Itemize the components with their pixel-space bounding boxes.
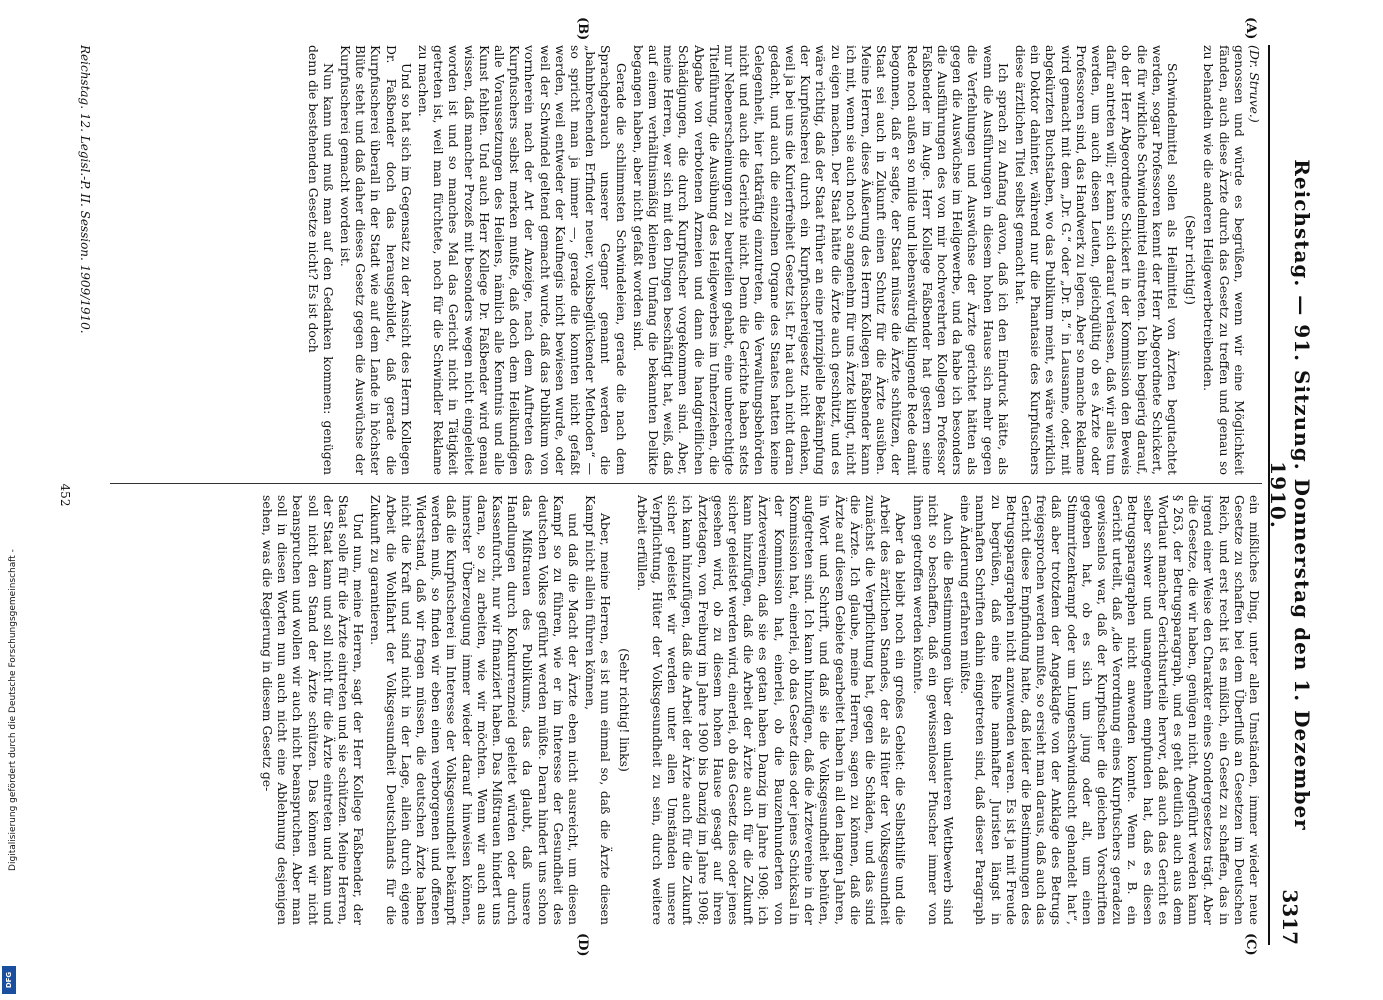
interjection: (Sehr richtig! links) <box>616 648 632 772</box>
side-credit-text: Digitalisierung gefördert durch die Deutsche Forschungsgemeinschaft - <box>8 549 18 871</box>
paragraph: Ich sprach zu Anfang davon, daß ich den Eindruck hätte, als wenn die Ausführungen in diesem hohen Hause sich mehr gegen die Verfehlungen und Auswüchse der Ärzte gerichtet hätten als gegen die Auswüchse im Heilgewerbe, und da habe ich besonders die Ausführungen des von mir hochverehrten Kollegen Professor Faßbender im Auge. Herr Kollege Faßbender hat gestern seine Rede noch außen so milde und liebenswürdig klingende Rede damit begonnen, daß er sagte, der Staat müsse die Ärzte schützen, der Staat sei auch in Zukunft einen Schutz für die Ärzte ausüben. Meine Herren, diese Äußerung des Herrn Kollegen Faßbender kann ich mit, wenn sie auch noch so angenehm für uns Ärzte klingt, nicht zu eigen machen. Der Staat hätte die Ärzte auch geschützt, und es wäre richtig, daß der Staat früher an eine prinzipielle Bekämpfung der Kurpfuscherei durch ein Kurpfuschereigesetz nicht denken, weil ja bei uns die Kurierfreiheit Gesetz ist. Er hat auch nicht daran gedacht, und auch die einzelnen Organe des Staates hatten keine Gelegenheit, hier tatkräftig einzutreten, die Verwaltungsbehörden nicht und auch die Gerichte nicht. Denn die Gerichte haben stets nur Nebenerscheinungen zu beurteilen gehabt, eine unberechtigte Titelführung, die Ausübung des Heilgewerbes im Umherziehen, die Abgabe von verbotenen Arzneien und dann die handgreiflichen Schädigungen, die durch Kurpfuscher vorgekommen sind. Aber, meine Herren, wer sich mit den Dingen beschäftigt hat, weiß, daß auf einem verhältnismäßig kleinen Umfang die bekannten Delikte begangen haben, aber nicht gefaßt worden sind. <box>630 45 1011 475</box>
speaker-name: (Dr. Struve.) <box>1247 45 1262 123</box>
footer-page-number: 452 <box>58 483 72 507</box>
right-column <box>258 495 1262 925</box>
scan-area <box>45 17 1315 957</box>
margin-mark-c: (C) <box>1243 933 1258 956</box>
margin-mark-b: (B) <box>575 17 590 41</box>
dfg-logo-text: DFG <box>5 971 13 989</box>
side-credit <box>2 430 24 990</box>
paragraph: ein mißliches Ding, unter allen Umständen, immer wieder neue Gesetze zu schaffen bei dem Überfluß an Gesetzen im Deutschen Reich, und erst recht ist es mißlich, ein Gesetz zu schaffen, das in irgend einer Weise den Charakter eines Sondergesetzes trägt. Aber die Gesetze, die wir haben, genügen nicht. Angeführt werden kann § 263, der Betrugsparagraph, und es geht deutlich auch aus dem Wortlaut mancher Gerichtsurteile hervor, daß auch das Gericht es selber schwer und unangenehm empfunden hat, daß es diesen Betrugsparagraphen nicht anwenden konnte. Wenn z. B. ein Gericht urteilt, daß „die Verordnung eines Kurpfuschers geradezu gewissenlos war, daß der Kurpfuscher die gleichen Vorschriften gegeben hat, ob es sich um jung oder alt, um einen Stimmritzenkrampf oder um Lungenschwindsucht gehandelt hat“, daß aber trotzdem der Angeklagte von der Anklage des Betrugs freigesprochen werden mußte, so ersieht man daraus, daß auch das Gericht diese Empfindung hatte, daß leider die Bestimmungen des Betrugsparagraphen nicht anzuwenden waren. Es ist ja mit Freude zu begrüßen, daß eine Reihe namhafter Juristen längst in namhaften Schriften dahin eingetreten sind, daß dieser Paragraph eine Änderung erfahren müßte. <box>958 495 1262 925</box>
paragraph: und daß die Macht der Ärzte eben nicht ausreicht, um diesen Kampf so zu führen, wie er im Interesse der Gesundheit des deutschen Volkes geführt werden müßte. Daran hindert uns schon das Mißtrauen des Publikums, das da glaubt, daß unsere Handlungen durch Konkurrenzneid geleitet würden oder durch Kassenfurcht, nur wir finanziert haben. Das Mißtrauen hindert uns daran, so zu arbeiten, wie wir möchten. Wenn wir auch aus innerster Überzeugung immer wieder darauf hinweisen können, daß die Kurpfuscherei im Interesse der Volksgesundheit bekämpft werden muß, so finden wir eben einen verborgenen und offenen Widerstand, daß wir fragen müssen, die deutschen Ärzte haben nicht die Kraft und sind nicht in der Lage, allein durch eigene Arbeit die Wohlfahrt der Volksgesundheit Deutschlands für die Zukunft zu garantieren. <box>368 495 582 925</box>
paragraph: genossen und würde es begrüßen, wenn wir eine Möglichkeit fänden, auch diese Ärzte durch das Gesetz zu treffen und genau so zu behandeln wie die anderen Heilgewerbetreibenden. <box>1201 45 1247 475</box>
page-header <box>1266 45 1314 945</box>
left-column <box>303 45 1262 475</box>
paragraph: Gerade die schlimmsten Schwindeleien, gerade die nach dem Sprachgebrauch unserer Gegner genannt werden die „bahnbrechenden Erfinder neuer, volksbeglückender Methoden“ — so spricht man ja immer —, gerade die konnten nicht gefaßt werden, weil entweder der Kaufnegis nicht bewiesen wurde, oder weil der Schwindel geltend gemacht wurde, daß das Publikum von vornherein nach der Art der Anzeige, nach dem Auftreten des Kurpfuschers selbst merken mußte, daß doch dem Heilkundigen alle Voraussetzungen des Heilens, nämlich alle Kenntnis und alle Kunst fehlten. Und auch Herr Kollege Dr. Faßbender wird genau wissen, daß mancher Prozeß mit besonders wegen nicht eingeleitet worden ist und so manches Mal das Gericht nicht in Tätigkeit getreten ist, weil man fürchtete, noch für die Schwindler Reklame zu machen. <box>416 45 629 475</box>
dfg-logo <box>2 966 16 994</box>
margin-mark-a: (A) <box>1243 17 1258 40</box>
footer-session-info: Reichstag. 12. Legisl.-P. II. Session. 1909/1910. <box>78 45 92 334</box>
header-page-number: 3317 <box>1278 889 1302 945</box>
interjection: (Sehr richtig!) <box>1183 215 1199 305</box>
column-divider <box>110 483 1262 484</box>
paragraph: Schwindelmittel sollen als Heilmittel von Ärzten begutachtet werden, sogar Professoren kennt der Herr Abgeordnete Schickert, die für wirkliche Schwindelmittel eintreten. Ich bin begierig darauf, ob der Herr Abgeordnete Schickert in der Kommission den Beweis dafür antreten will; er kann sich darauf verlassen, daß wir alles tun werden, um auch diesen Leuten, gleichgültig ob es Ärzte oder Professoren sind, das Handwerk zu legen. Aber so manche Reklame wird gemacht mit dem „Dr. G.“ oder „Dr. B.“ in Lausanne, oder, mit abgekürzten Buchstaben, wo das Publikum meint, es wäre wirklich ein Doktor dahinter, während nur die Phantasie des Kurpfuschers diese ärztlichen Titel selbst gemacht hat. <box>1012 45 1180 475</box>
margin-mark-d: (D) <box>575 933 590 957</box>
paragraph: Aber da bleibt noch ein großes Gebiet: die Selbsthilfe und die Arbeit des ärztlichen Standes, der als Hüter der Volksgesundheit zunächst die Verpflichtung hat, gegen die Schäden, und das sind die Ärzte. Ich glaube, meine Herren, sagen zu können, daß die Ärzte auf diesem Gebiete gearbeitet haben in all den langen Jahren, in Wort und Schrift, und daß sie die Volksgesundheit behüten, aufgetreten sind. Ich kann hinzufügen, daß die Ärztevereine in der Kommission hat, einerlei, ob das Gesetz dies oder jenes Schicksal in der Kommission hat, einerlei, ob die Bauzenhunderten von Ärztevereinen, daß sie es getan haben Danzig im Jahre 1908; ich kann hinzufügen, daß die Arbeit der Ärzte auch für die Zukunft sicher geleistet werden wird, einerlei, ob das Gesetz dies oder jenes gesehen wird, ob zu diesem hohen Hause gesagt auf ihren Ärztetagen, von Freiburg im Jahre 1900 bis Danzig im Jahre 1908; ich kann hinzufügen, daß die Arbeit der Ärzte auch für die Zukunft sicher geleistet wir werden unter allen Umständen unsere Verpflichtung, Hüter der Volksgesundheit zu sein, durch weitere Arbeit erfüllen. <box>634 495 909 925</box>
rotated-page <box>50 17 1314 957</box>
paragraph: Nun kann und muß man auf den Gedanken kommen: genügen denn die bestehenden Gesetze nicht? Es ist doch <box>305 45 336 475</box>
paragraph: Aber, meine Herren, es ist nun einmal so, daß die Ärzte diesen Kampf nicht allein führen können, <box>583 495 614 925</box>
paragraph: Und so hat sich im Gegensatz zu der Ansicht des Herrn Kollegen Dr. Faßbender doch das herausgebildet, daß gerade die Kurpfuscherei überall in der Stadt wie auf dem Lande in höchster Blüte steht und daß daher dieses Gesetz gegen die Auswüchse der Kurpfuscherei gemacht worden ist. <box>338 45 414 475</box>
paragraph: Und nun, meine Herren, sagt der Herr Kollege Faßbender, der Staat solle für die Ärzte eintreten und sie schützen. Meine Herren, der Staat kann und soll nicht für die Ärzte eintreten und kann und soll nicht den Stand der Ärzte schützen. Das können wir nicht beanspruchen und wollen wir auch nicht beanspruchen. Aber man soll in diesen Worten nun auch nicht eine Ablehnung desjenigen sehen, was die Regierung in diesem Gesetz ge- <box>260 495 367 925</box>
header-title: Reichstag. — 91. Sitzung. Donnerstag den 1. Dezember 1910. <box>1266 159 1314 831</box>
paragraph: Auch die Bestimmungen über den unlauteren Wettbewerb sind nicht so beschaffen, daß ein gewissenloser Pfuscher immer von ihnen getroffen werden könnte. <box>910 495 956 925</box>
